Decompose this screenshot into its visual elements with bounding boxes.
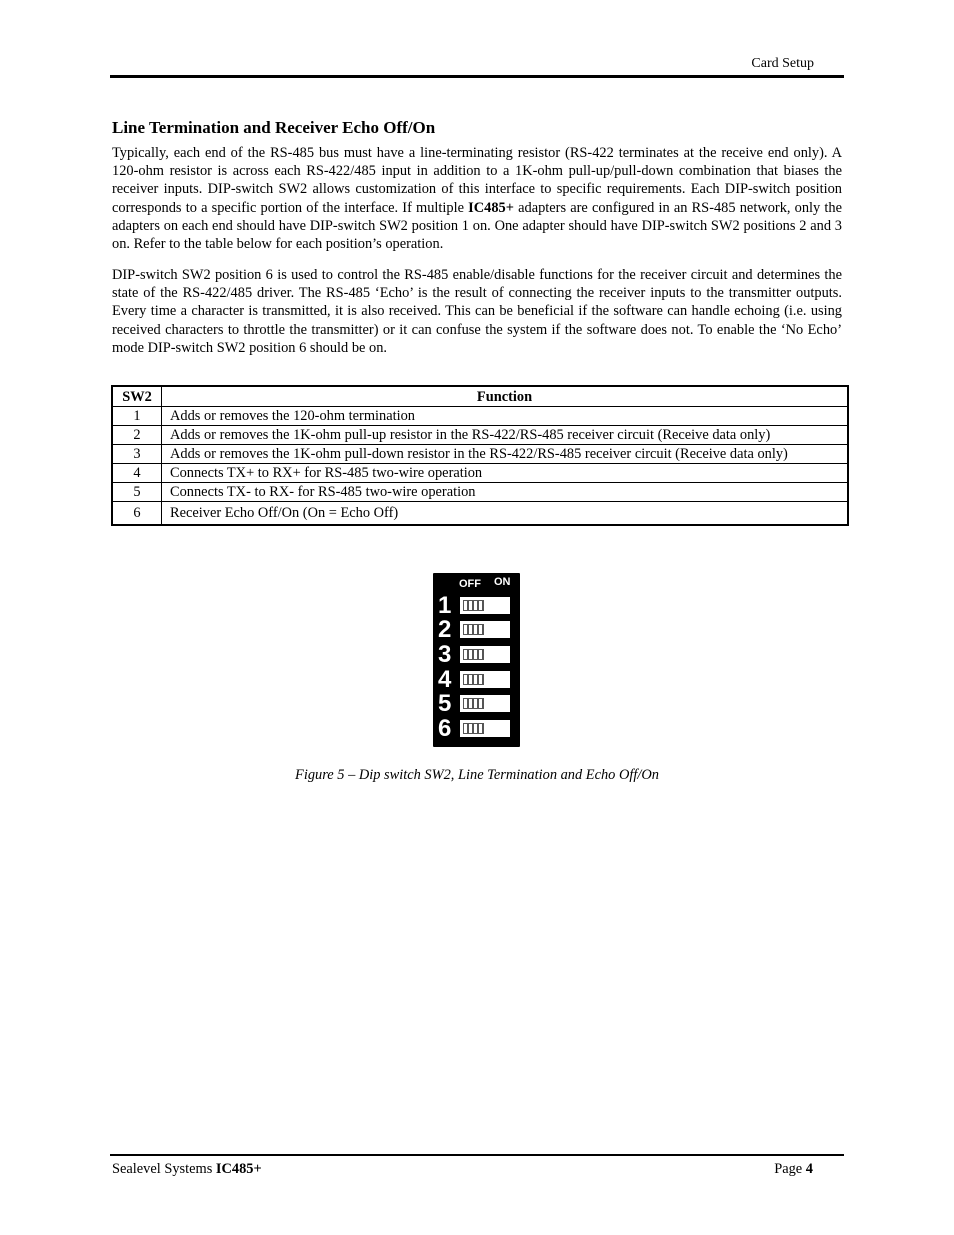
column-header-function: Function: [162, 386, 849, 407]
table-cell-sw2: 5: [112, 483, 162, 502]
table-row: [112, 445, 848, 464]
table-cell-function: Adds or removes the 1K-ohm pull-up resistor in the RS-422/RS-485 receiver circuit (Receive data only): [162, 426, 849, 445]
dip-switch-slot: [459, 645, 511, 664]
paragraph-2: DIP-switch SW2 position 6 is used to control the RS-485 enable/disable functions for the receiver circuit and determines the state of the RS-422/485 driver. The RS-485 ‘Echo’ is the result of connecting the receiver inputs to the transmitter outputs. Every time a character is transmitted, it is also received. This can be beneficial if the software can handle echoing (i.e. using received characters to throttle the transmitter) or it can confuse the system if the software does not. To enable the ‘No Echo’ mode DIP-switch SW2 position 6 should be on.: [112, 267, 842, 356]
dip-position-number: 1: [438, 592, 452, 619]
dip-position-number: 2: [438, 616, 452, 643]
section-heading: Line Termination and Receiver Echo Off/On: [112, 118, 436, 137]
table-cell-sw2: 2: [112, 426, 162, 445]
dip-switch-slot: [459, 670, 511, 689]
table-cell-function: Connects TX+ to RX+ for RS-485 two-wire operation: [162, 464, 849, 483]
table-row: [112, 502, 848, 526]
paragraph-1: [112, 144, 842, 253]
dip-position-number: 5: [438, 690, 452, 717]
footer-company-name: Sealevel Systems: [112, 1161, 216, 1177]
footer-page: [774, 1161, 813, 1178]
table-header-row: [112, 386, 848, 407]
dip-switch-position: [433, 618, 520, 642]
dip-switch-slot: [459, 694, 511, 713]
dip-switch-slot: [459, 620, 511, 639]
table-cell-function: Receiver Echo Off/On (On = Echo Off): [162, 502, 849, 526]
dip-slider-icon: [463, 723, 484, 734]
footer-page-label: Page: [774, 1161, 806, 1177]
product-name-inline: IC485+: [468, 199, 514, 216]
dip-slider-icon: [463, 698, 484, 709]
dip-slider-icon: [463, 649, 484, 660]
dip-switch-position: [433, 692, 520, 716]
table-row: [112, 407, 848, 426]
table-cell-function: Connects TX- to RX- for RS-485 two-wire operation: [162, 483, 849, 502]
paragraph-1-part-2: adapters are configured in an RS-485 network, only the adapters on each end should have DIP-switch SW2 position 1 on. One adapter should have DIP-switch SW2 positions 2 and 3 on. Refer to the table below for each position’s operation.: [112, 199, 842, 253]
dip-slider-icon: [463, 600, 484, 611]
header-rule: [110, 75, 844, 78]
dip-slider-icon: [463, 674, 484, 685]
dip-switch-sw2-figure: [433, 573, 520, 747]
dip-switch-slot: [459, 719, 511, 738]
sw2-function-table: [111, 385, 849, 526]
footer-product-name: IC485+: [215, 1161, 262, 1177]
table-row: [112, 483, 848, 502]
footer-page-number: 4: [805, 1161, 813, 1177]
table-cell-function: Adds or removes the 120-ohm termination: [162, 407, 849, 426]
figure-caption: Figure 5 – Dip switch SW2, Line Termination and Echo Off/On: [295, 767, 659, 783]
dip-slider-icon: [463, 624, 484, 635]
dip-switch-slot: [459, 596, 511, 615]
paragraph-1-part-1: Typically, each end of the RS-485 bus must have a line-terminating resistor (RS-422 terminates at the receive end only). A 120-ohm resistor is across each RS-422/485 input in addition to a 1K-ohm pull-up/pull-down combination that biases the receiver inputs. DIP-switch SW2 allows customization of this interface to specific requirements. Each DIP-switch position corresponds to a specific portion of the interface. If multiple: [112, 145, 842, 216]
page-header-section: Card Setup: [751, 56, 814, 71]
table-cell-function: Adds or removes the 1K-ohm pull-down resistor in the RS-422/RS-485 receiver circuit (Receive data only): [162, 445, 849, 464]
dip-switch-position: [433, 717, 520, 741]
dip-switch-position: [433, 668, 520, 692]
dip-position-number: 3: [438, 641, 452, 668]
column-header-sw2: SW2: [112, 386, 162, 407]
table-row: [112, 464, 848, 483]
dip-off-label: OFF: [459, 578, 481, 590]
dip-on-label: ON: [494, 576, 511, 588]
dip-switch-position: [433, 594, 520, 618]
dip-switch-position: [433, 643, 520, 667]
table-cell-sw2: 3: [112, 445, 162, 464]
table-row: [112, 426, 848, 445]
dip-position-number: 6: [438, 715, 452, 742]
footer-company: [112, 1161, 262, 1178]
dip-position-number: 4: [438, 666, 452, 693]
table-cell-sw2: 1: [112, 407, 162, 426]
footer-rule: [110, 1154, 844, 1156]
table-cell-sw2: 6: [112, 502, 162, 526]
table-cell-sw2: 4: [112, 464, 162, 483]
